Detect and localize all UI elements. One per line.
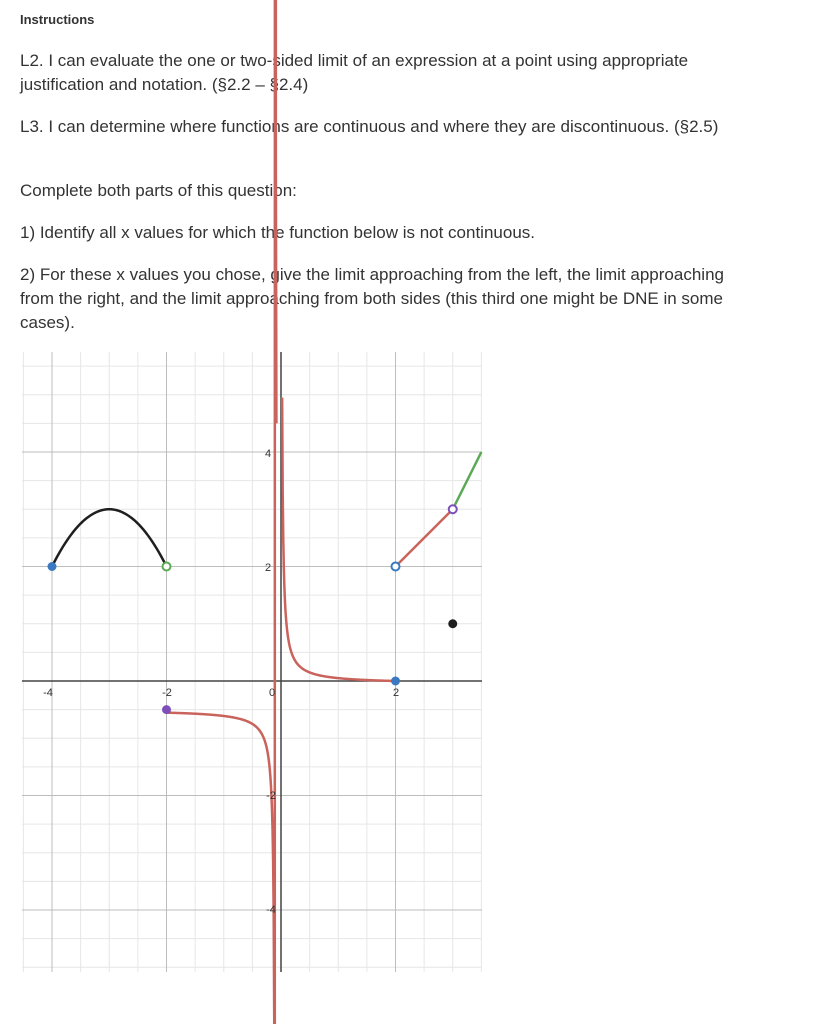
graph-curves bbox=[52, 0, 481, 1024]
y-tick-label: -4 bbox=[266, 904, 276, 916]
graph-tick-labels bbox=[43, 448, 399, 916]
closed-point bbox=[392, 677, 400, 685]
learning-target-l3: L3. I can determine where functions are continuous and where they are discontinuous. (§2.5) bbox=[20, 117, 719, 136]
x-tick-label: 2 bbox=[392, 687, 400, 699]
x-tick-label: 0 bbox=[268, 687, 276, 699]
closed-point bbox=[449, 620, 457, 628]
question-part-2: 2) For these x values you chose, give the limit approaching from the left, the limit approaching from the right, and the limit approaching from both sides (this third one might be DNE in some cases). bbox=[20, 265, 724, 332]
open-point bbox=[449, 505, 457, 513]
open-point bbox=[392, 563, 400, 571]
question-intro: Complete both parts of this question: bbox=[20, 181, 297, 200]
right-hyperbola-curve bbox=[282, 398, 395, 681]
closed-point bbox=[48, 563, 56, 571]
x-tick-label: -4 bbox=[43, 687, 53, 699]
learning-target-l2: L2. I can evaluate the one or two-sided limit of an expression at a point using appropriate justification and notation. (§2.2 – §2.4) bbox=[20, 51, 689, 94]
instructions-heading: Instructions bbox=[20, 12, 95, 27]
y-tick-label: 2 bbox=[264, 562, 272, 574]
open-point bbox=[163, 563, 171, 571]
closed-point bbox=[163, 706, 171, 714]
question-part-1: 1) Identify all x values for which the function below is not continuous. bbox=[20, 223, 536, 242]
y-tick-label: 4 bbox=[264, 448, 272, 460]
x-tick-label: -2 bbox=[162, 687, 172, 699]
graph-grid bbox=[22, 352, 482, 972]
y-tick-label: -2 bbox=[266, 790, 276, 802]
left-hyperbola-curve bbox=[167, 0, 277, 1024]
